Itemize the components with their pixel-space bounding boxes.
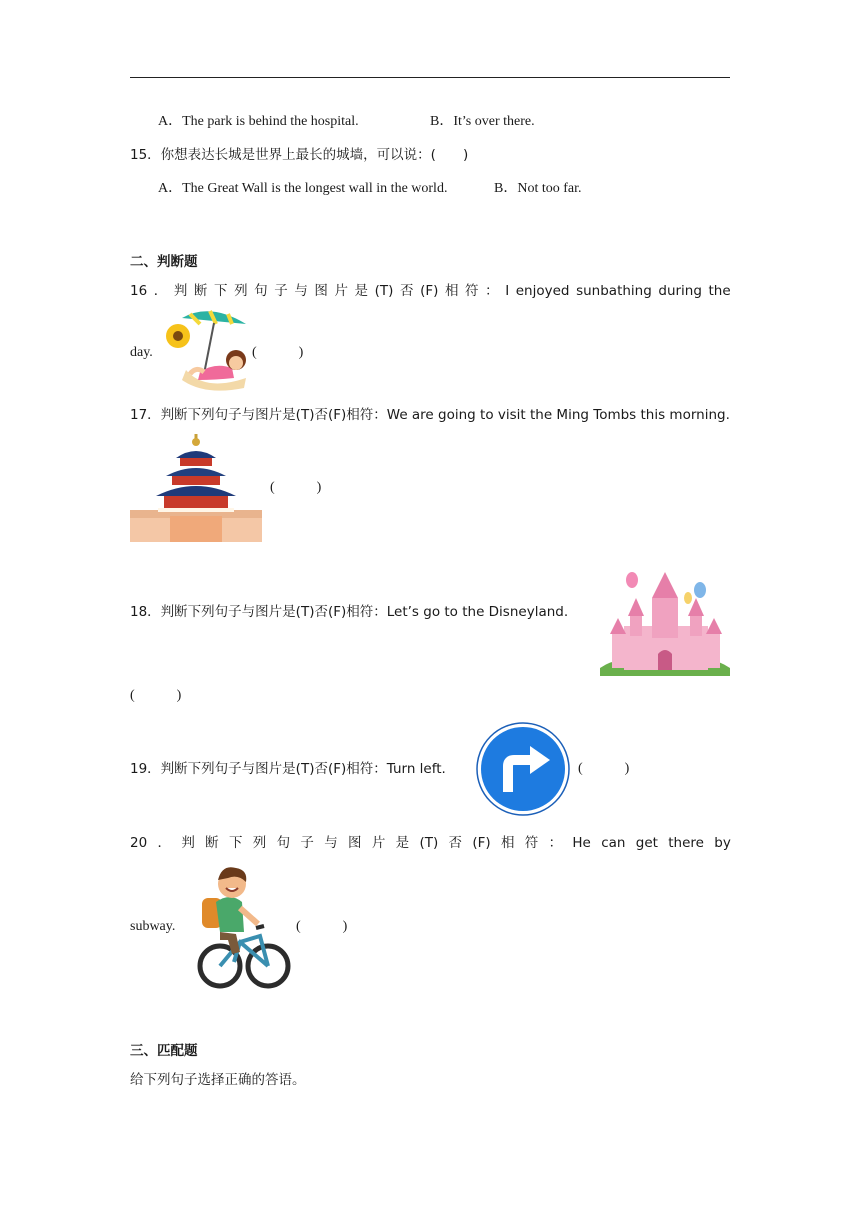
q16-stem-line: 16 ． 判 断 下 列 句 子 与 图 片 是 (T) 否 (F) 相 符 ： I enjoyed sunbathing during the — [130, 283, 731, 299]
pink-castle-image — [600, 568, 730, 676]
header-rule — [130, 77, 730, 78]
section-3-instruction: 给下列句子选择正确的答语。 — [130, 1072, 306, 1088]
q20-stem-tail: subway. — [130, 919, 176, 934]
q20-stem-line: 20 ． 判 断 下 列 句 子 与 图 片 是 (T) 否 (F) 相 符 ： He can get there by — [130, 835, 731, 851]
section-2-title: 二、判断题 — [130, 254, 198, 270]
q16-stem-tail: day. — [130, 345, 153, 360]
q15-option-b: B．Not too far. — [494, 181, 582, 196]
q18-answer-blank[interactable]: ( ) — [130, 688, 182, 703]
temple-of-heaven-image — [130, 434, 262, 542]
q16-answer-blank[interactable]: ( ) — [252, 345, 304, 360]
q20-answer-blank[interactable]: ( ) — [296, 919, 348, 934]
q14-option-a: A．The park is behind the hospital. — [158, 114, 359, 129]
q19-stem: 19．判断下列句子与图片是(T)否(F)相符：Turn left. — [130, 761, 446, 777]
q19-answer-blank[interactable]: ( ) — [578, 761, 630, 776]
q17-stem: 17．判断下列句子与图片是(T)否(F)相符：We are going to visit the Ming Tombs this morning. — [130, 407, 730, 423]
q17-answer-blank[interactable]: ( ) — [270, 480, 322, 495]
q18-stem: 18．判断下列句子与图片是(T)否(F)相符：Let’s go to the Disneyland. — [130, 604, 569, 620]
section-3-title: 三、匹配题 — [130, 1043, 198, 1059]
q14-option-b: B．It’s over there. — [430, 114, 535, 129]
boy-riding-bicycle-image — [190, 862, 292, 992]
q15-option-a: A．The Great Wall is the longest wall in the world. — [158, 181, 448, 196]
girl-sunbathing-image — [160, 308, 250, 392]
turn-right-sign-image — [476, 722, 570, 816]
q15-stem: 15．你想表达长城是世界上最长的城墙，可以说：( ) — [130, 147, 469, 163]
